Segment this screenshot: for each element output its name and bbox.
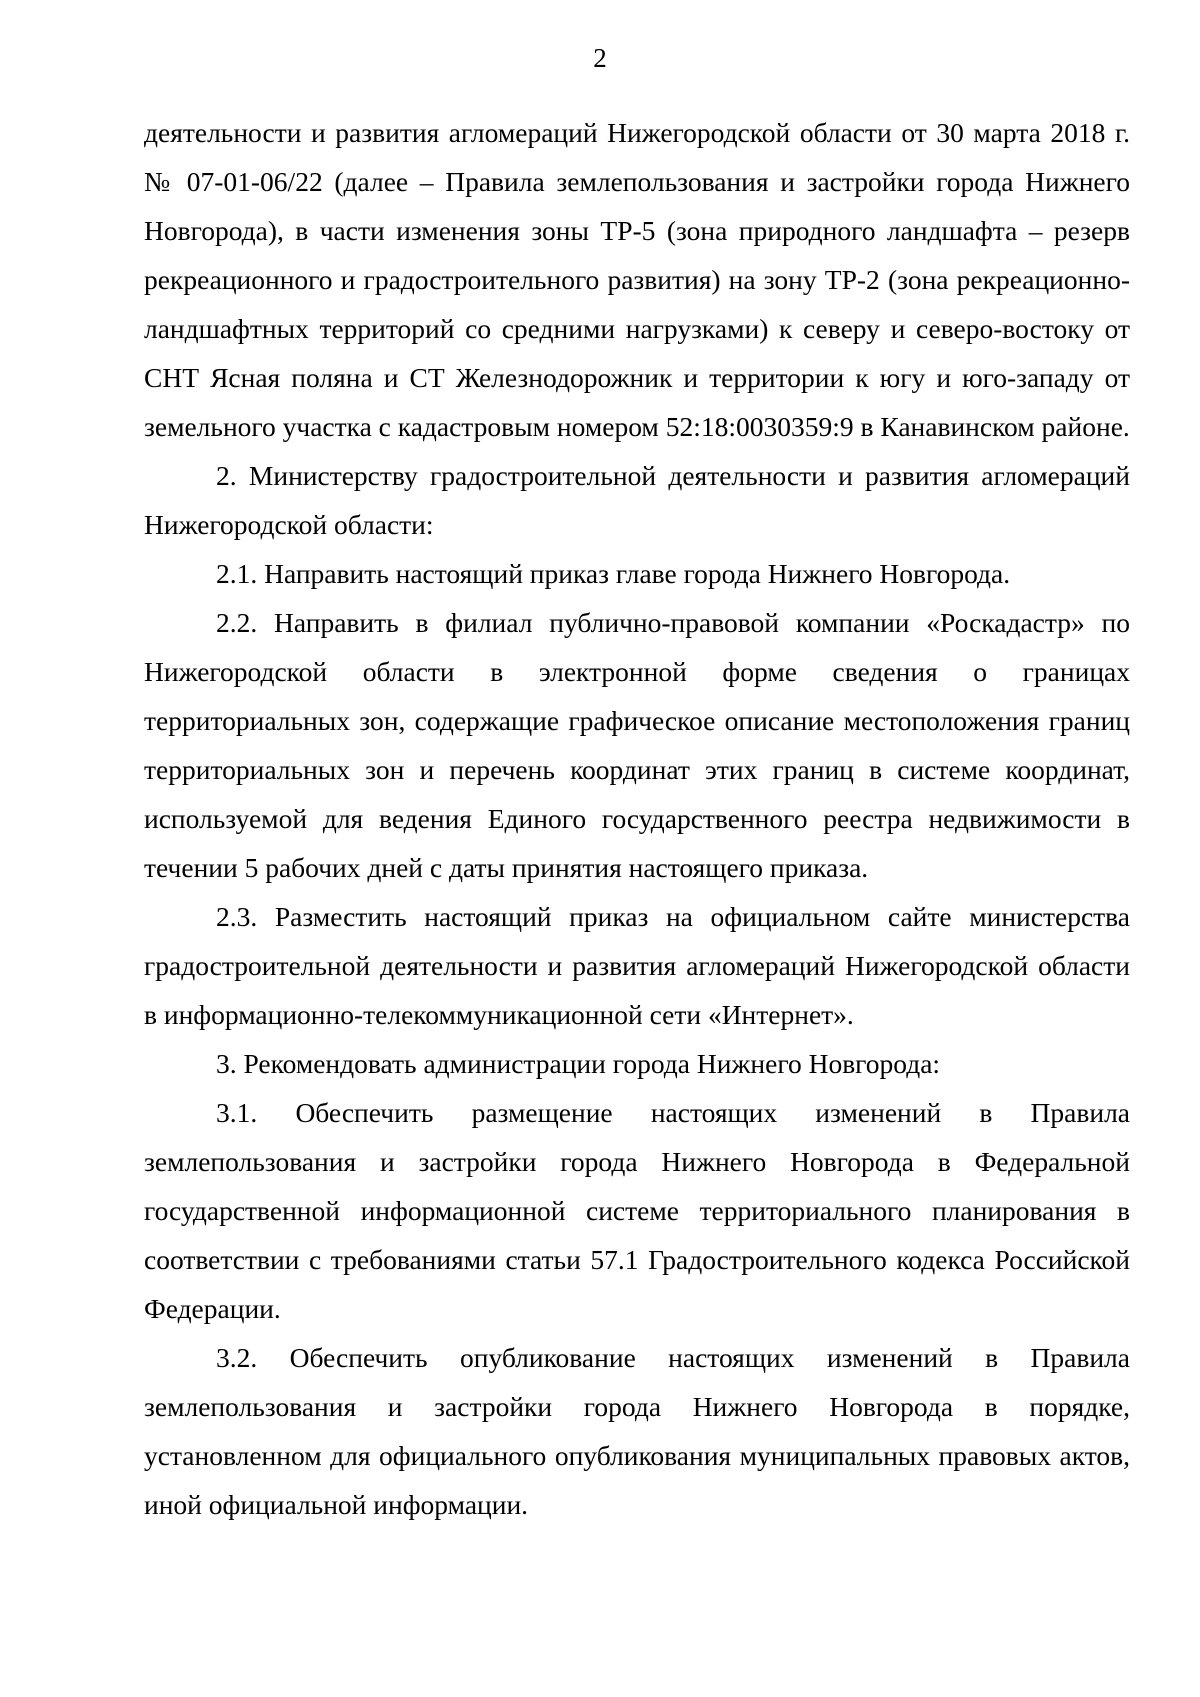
paragraph-item-3-1: 3.1. Обеспечить размещение настоящих изменений в Правила землепользования и застройки города Нижнего Новгорода в Федеральной государственной информационной системе территориального планирования в соответствии с требованиями статьи 57.1 Градостроительного кодекса Российской Федерации. xyxy=(144,1097,1130,1324)
paragraph-item-2: 2. Министерству градостроительной деятельности и развития агломераций Нижегородской области: xyxy=(144,460,1130,540)
paragraph-item-3-2: 3.2. Обеспечить опубликование настоящих изменений в Правила землепользования и застройки города Нижнего Новгорода в порядке, установленном для официального опубликования муниципальных правовых актов, иной официальной информации. xyxy=(144,1342,1130,1520)
paragraph-item-2-3: 2.3. Разместить настоящий приказ на официальном сайте министерства градостроительной деятельности и развития агломераций Нижегородской области в информационно-телекоммуникационной сети «Интернет». xyxy=(144,901,1130,1030)
document-body xyxy=(144,108,1130,1529)
paragraph-item-2-2: 2.2. Направить в филиал публично-правовой компании «Роскадастр» по Нижегородской области в электронной форме сведения о границах территориальных зон, содержащие графическое описание местоположения границ территориальных зон и перечень координат этих границ в системе координат, используемой для ведения Единого государственного реестра недвижимости в течении 5 рабочих дней с даты принятия настоящего приказа. xyxy=(144,607,1130,883)
page-number: 2 xyxy=(593,43,607,73)
paragraph-item-3: 3. Рекомендовать администрации города Нижнего Новгорода: xyxy=(216,1048,941,1079)
paragraph-continuation: деятельности и развития агломераций Нижегородской области от 30 марта 2018 г. № 07-01-06/22 (далее – Правила землепользования и застройки города Нижнего Новгорода), в части изменения зоны ТР-5 (зона природного ландшафта – резерв рекреационного и градостроительного развития) на зону ТР-2 (зона рекреационно-ландшафтных территорий со средними нагрузками) к северу и северо-востоку от СНТ Ясная поляна и СТ Железнодорожник и территории к югу и юго-западу от земельного участка с кадастровым номером 52:18:0030359:9 в Канавинском районе. xyxy=(144,117,1130,442)
paragraph-item-2-1: 2.1. Направить настоящий приказ главе города Нижнего Новгорода. xyxy=(216,558,1011,589)
